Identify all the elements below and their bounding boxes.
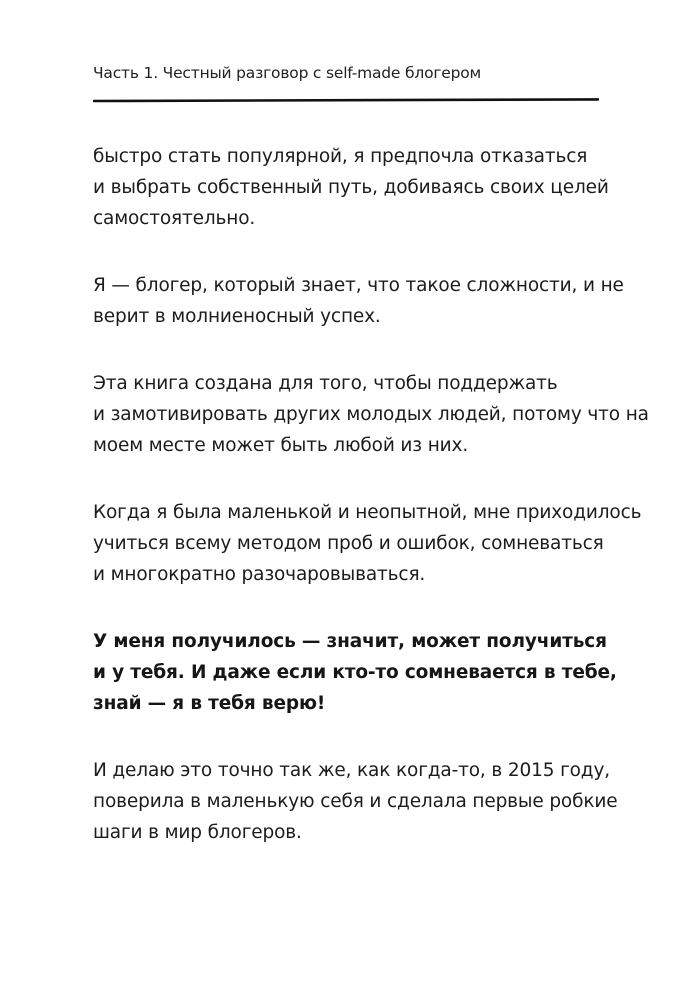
highlight-paragraph — [93, 626, 617, 719]
text-line: поверила в маленькую себя и сделала первые робкие — [93, 791, 618, 812]
text-line: знай — я в тебя верю! — [93, 693, 326, 714]
text-line: Эта книга создана для того, чтобы поддержать — [93, 373, 558, 394]
text-line: И делаю это точно так же, как когда-то, в 2015 году, — [93, 760, 610, 781]
running-header: Часть 1. Честный разговор с self-made блогером — [93, 64, 482, 82]
text-line: У меня получилось — значит, может получиться — [93, 631, 607, 652]
paragraph-1 — [93, 141, 613, 234]
text-line: Я — блогер, который знает, что такое сложности, и не — [93, 275, 624, 296]
text-line: шаги в мир блогеров. — [93, 822, 302, 843]
text-line: верит в молниеносный успех. — [93, 306, 381, 327]
paragraph-6 — [93, 755, 618, 848]
text-line: самостоятельно. — [93, 208, 256, 229]
text-line: и у тебя. И даже если кто-то сомневается в тебе, — [93, 662, 617, 683]
paragraph-3 — [93, 368, 649, 461]
text-line: Когда я была маленькой и неопытной, мне приходилось — [93, 502, 642, 523]
text-line: моем месте может быть любой из них. — [93, 435, 469, 456]
header-rule — [93, 96, 599, 106]
text-line: и выбрать собственный путь, добиваясь своих целей — [93, 177, 609, 198]
text-line: и замотивировать других молодых людей, потому что на — [93, 404, 649, 425]
text-line: быстро стать популярной, я предпочла отказаться — [93, 146, 588, 167]
paragraph-2 — [93, 270, 624, 332]
body-text — [93, 141, 649, 884]
text-line: и многократно разочаровываться. — [93, 564, 426, 585]
text-line: учиться всему методом проб и ошибок, сомневаться — [93, 533, 604, 554]
paragraph-4 — [93, 497, 642, 590]
